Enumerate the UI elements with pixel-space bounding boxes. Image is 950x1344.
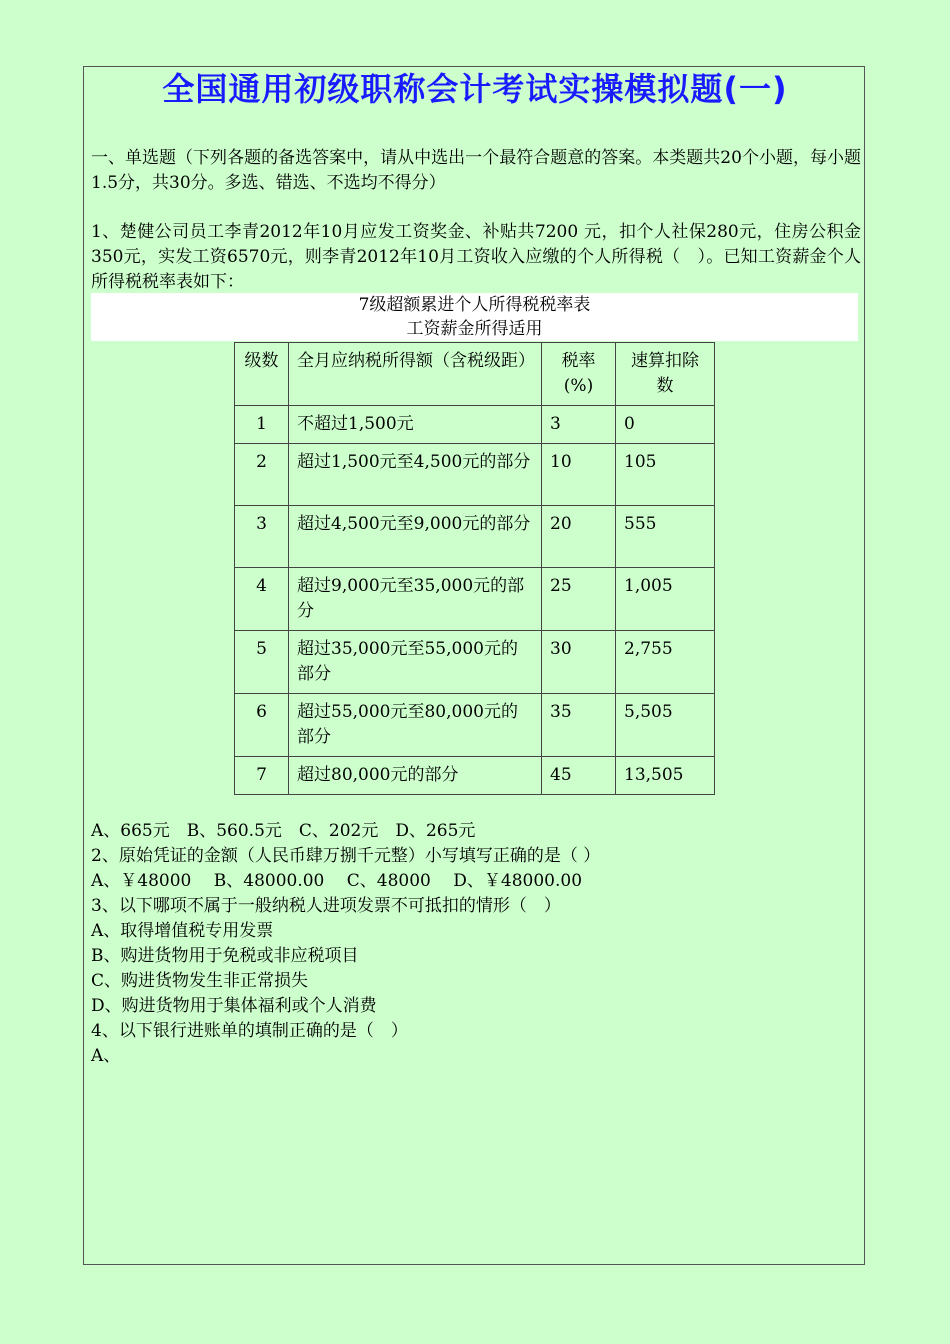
table-row	[235, 694, 715, 757]
cell-range: 超过4,500元至9,000元的部分	[289, 506, 542, 568]
cell-rate: 3	[542, 406, 616, 444]
section-intro: 一、单选题（下列各题的备选答案中，请从中选出一个最符合题意的答案。本类题共20个小题，每小题1.5分，共30分。多选、错选、不选均不得分）	[91, 148, 861, 193]
header-level: 级数	[235, 343, 289, 406]
table-title: 7级超额累进个人所得税税率表	[358, 295, 591, 315]
table-row	[235, 568, 715, 631]
cell-level: 3	[235, 506, 289, 568]
cell-range: 不超过1,500元	[289, 406, 542, 444]
cell-deduction: 2,755	[616, 631, 715, 694]
table-header-row	[235, 343, 715, 406]
cell-deduction: 5,505	[616, 694, 715, 757]
table-row	[235, 444, 715, 506]
cell-deduction: 0	[616, 406, 715, 444]
cell-range: 超过1,500元至4,500元的部分	[289, 444, 542, 506]
table-subtitle: 工资薪金所得适用	[406, 319, 543, 339]
q3-option-d: D、购进货物用于集体福利或个人消费	[91, 996, 377, 1016]
table-row	[235, 506, 715, 568]
q1-options: A、665元 B、560.5元 C、202元 D、265元	[91, 821, 476, 841]
tax-rate-table	[234, 342, 715, 795]
question-1-text: 1、楚健公司员工李青2012年10月应发工资奖金、补贴共7200 元，扣个人社保280元，住房公积金350元，实发工资6570元，则李青2012年10月工资收入应缴的个人所得税（ ）。已知工资薪金个人所得税税率表如下：	[91, 222, 861, 292]
q3-option-b: B、购进货物用于免税或非应税项目	[91, 946, 359, 966]
question-2-text: 2、原始凭证的金额（人民币肆万捌千元整）小写填写正确的是（ ）	[91, 846, 601, 866]
cell-rate: 30	[542, 631, 616, 694]
cell-range: 超过35,000元至55,000元的部分	[289, 631, 542, 694]
header-income-range: 全月应纳税所得额（含税级距）	[289, 343, 542, 406]
cell-rate: 25	[542, 568, 616, 631]
table-row	[235, 631, 715, 694]
question-4-text: 4、以下银行进账单的填制正确的是（ ）	[91, 1021, 408, 1041]
cell-level: 2	[235, 444, 289, 506]
q3-option-c: C、购进货物发生非正常损失	[91, 971, 309, 991]
cell-rate: 45	[542, 757, 616, 795]
cell-range: 超过9,000元至35,000元的部分	[289, 568, 542, 631]
header-rate: 税率(%)	[542, 343, 616, 406]
cell-level: 4	[235, 568, 289, 631]
cell-range: 超过80,000元的部分	[289, 757, 542, 795]
cell-level: 6	[235, 694, 289, 757]
q3-option-a: A、取得增值税专用发票	[91, 921, 274, 941]
cell-deduction: 13,505	[616, 757, 715, 795]
table-caption	[91, 293, 858, 341]
page-title: 全国通用初级职称会计考试实操模拟题(一)	[162, 70, 788, 108]
cell-deduction: 555	[616, 506, 715, 568]
cell-level: 5	[235, 631, 289, 694]
q4-option-a: A、	[91, 1046, 121, 1066]
table-row	[235, 757, 715, 795]
cell-range: 超过55,000元至80,000元的部分	[289, 694, 542, 757]
cell-level: 7	[235, 757, 289, 795]
cell-deduction: 1,005	[616, 568, 715, 631]
table-row	[235, 406, 715, 444]
cell-deduction: 105	[616, 444, 715, 506]
header-deduction: 速算扣除数	[616, 343, 715, 406]
cell-rate: 35	[542, 694, 616, 757]
cell-rate: 10	[542, 444, 616, 506]
q2-options: A、￥48000 B、48000.00 C、48000 D、￥48000.00	[91, 871, 583, 891]
question-3-text: 3、以下哪项不属于一般纳税人进项发票不可抵扣的情形（ ）	[91, 896, 561, 916]
cell-level: 1	[235, 406, 289, 444]
cell-rate: 20	[542, 506, 616, 568]
